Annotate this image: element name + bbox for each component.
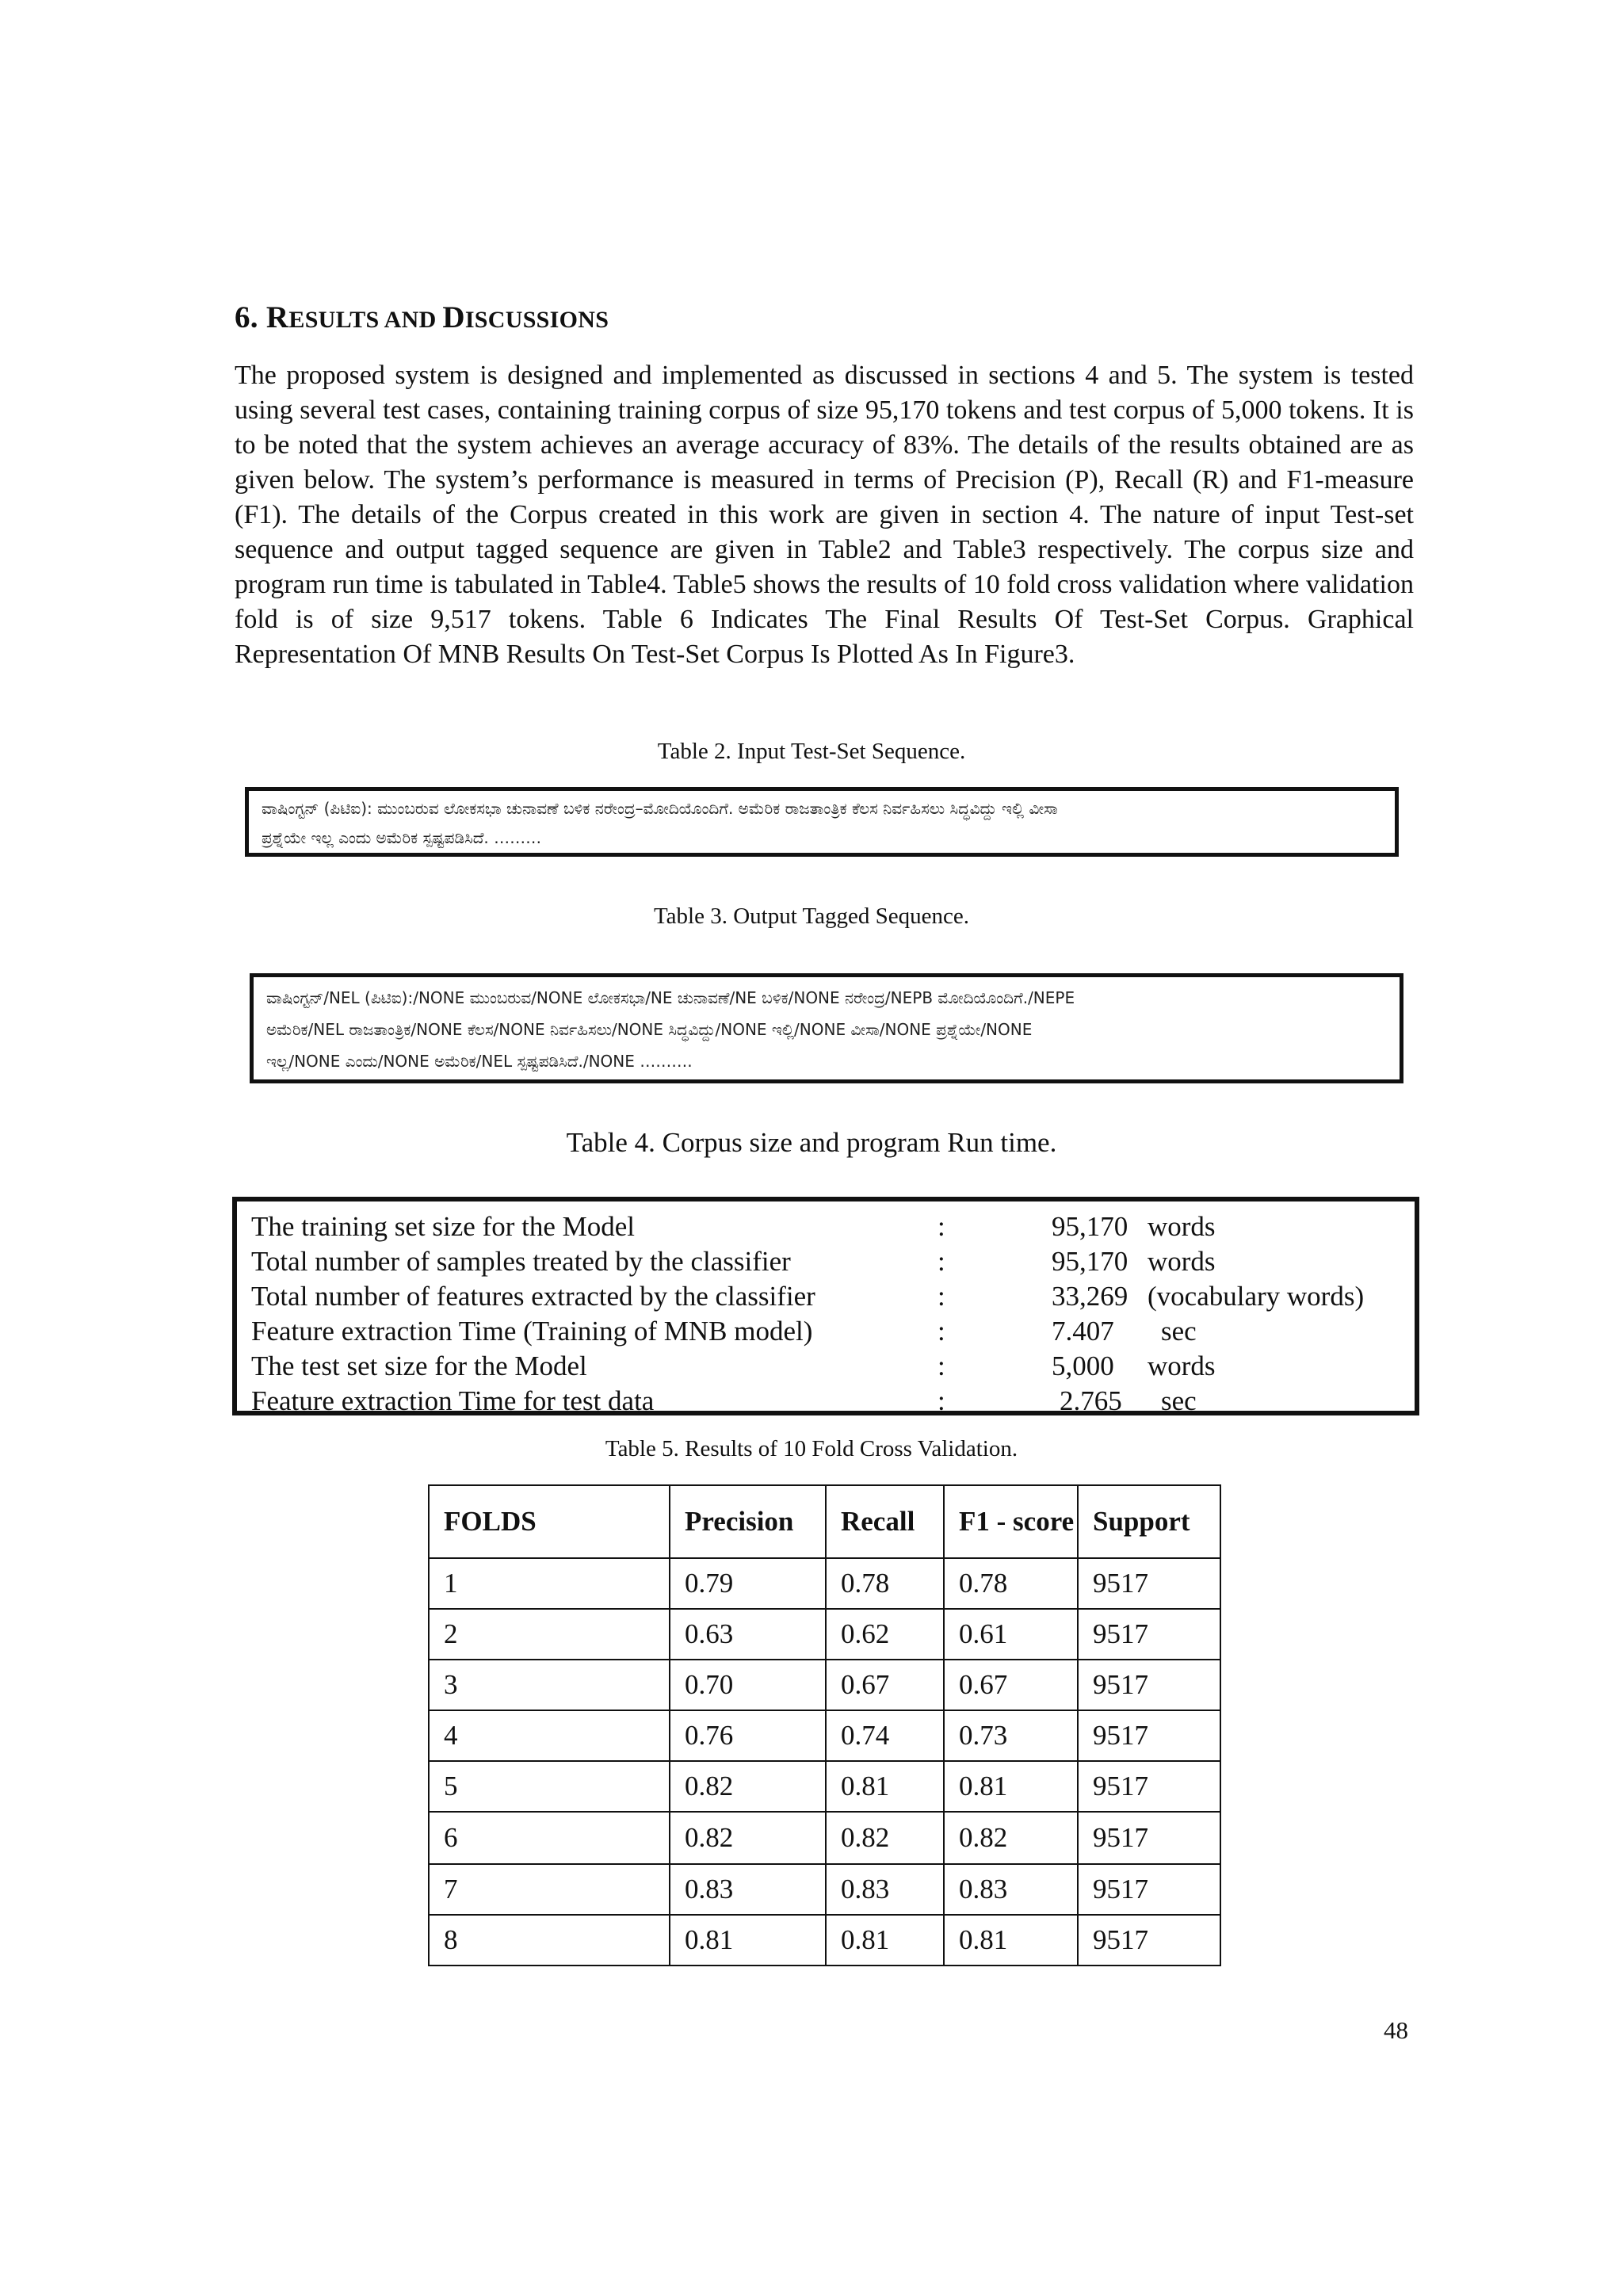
header-folds: FOLDS [429, 1485, 670, 1558]
table-cell: 0.74 [826, 1710, 944, 1761]
table-cell: 0.82 [670, 1761, 826, 1812]
table-row [429, 1660, 1220, 1710]
input-sequence-text: ವಾಷಿಂಗ್ಟನ್ (ಪಿಟಿಐ): ಮುಂಬರುವ ಲೋಕಸಭಾ ಚುನಾವಣೆ ಬಳಿಕ ನರೇಂದ್ರ–ಮೋದಿಯೊಂದಿಗೆ. ಅಮೆರಿಕ ರಾಜತಾಂತ್ರಿಕ ಕೆಲಸ ನಿರ್ವಹಿಸಲು ಸಿದ್ಧವಿದ್ದು ಇಲ್ಲಿ ವೀಸಾ ಪ್ರಶ್ನೆಯೇ ಇಲ್ಲ ಎಂದು ಅಮೆರಿಕ ಸ್ಪಷ್ಟಪಡಿಸಿದೆ. ……… [262, 799, 1058, 847]
table-cell: 1 [429, 1558, 670, 1609]
table-cell: 9517 [1078, 1915, 1220, 1966]
table-cell: 0.82 [826, 1812, 944, 1864]
table-cell: 0.81 [670, 1915, 826, 1966]
table-cell: 9517 [1078, 1660, 1220, 1710]
stat-unit: (vocabulary words) [1148, 1281, 1365, 1312]
stat-unit: sec [1161, 1316, 1197, 1347]
stat-label: The training set size for the Model [251, 1211, 636, 1242]
stat-colon: : [938, 1350, 945, 1381]
table-cell: 0.63 [670, 1609, 826, 1660]
stat-value: 95,170 [1052, 1211, 1128, 1242]
table-cell: 0.83 [944, 1864, 1078, 1915]
table-cell: 2 [429, 1609, 670, 1660]
table-cell: 7 [429, 1864, 670, 1915]
table-row [429, 1812, 1220, 1864]
section-title-part: D [442, 300, 465, 334]
table-cell: 0.70 [670, 1660, 826, 1710]
stat-unit: sec [1161, 1385, 1197, 1416]
table5-caption: Table 5. Results of 10 Fold Cross Validation. [605, 1436, 1018, 1461]
stat-label: Feature extraction Time (Training of MNB model) [251, 1316, 813, 1347]
table3-caption: Table 3. Output Tagged Sequence. [653, 904, 970, 929]
stat-value: 2.765 [1060, 1385, 1122, 1416]
table-cell: 9517 [1078, 1761, 1220, 1812]
table-cell: 0.73 [944, 1710, 1078, 1761]
stat-colon: : [938, 1281, 945, 1312]
table-header-row [429, 1485, 1220, 1558]
stat-label: Feature extraction Time for test data [251, 1385, 655, 1416]
section-number: 6. [235, 300, 258, 334]
stat-colon: : [938, 1385, 945, 1416]
output-sequence-text: ವಾಷಿಂಗ್ಟನ್/NEL (ಪಿಟಿಐ):/NONE ಮುಂಬರುವ/NONE ಲೋಕಸಭಾ/NE ಚುನಾವಣೆ/NE ಬಳಿಕ/NONE ನರೇಂದ್ರ/NEPB ಮೋದಿಯೊಂದಿಗೆ./NEPE ಅಮೆರಿಕ/NEL ರಾಜತಾಂತ್ರಿಕ/NONE ಕೆಲಸ/NONE ನಿರ್ವಹಿಸಲು/NONE ಸಿದ್ಧವಿದ್ದು/NONE ಇಲ್ಲಿ/NONE ವೀಸಾ/NONE ಪ್ರಶ್ನೆಯೇ/NONE ಇಲ್ಲ/NONE ಎಂದು/NONE ಅಮೆರಿಕ/NEL ಸ್ಪಷ್ಟಪಡಿಸಿದೆ./NONE ………. [266, 988, 1075, 1071]
table-cell: 9517 [1078, 1812, 1220, 1864]
table4-caption: Table 4. Corpus size and program Run time. [566, 1127, 1057, 1158]
stat-colon: : [938, 1246, 945, 1277]
stat-colon: : [938, 1211, 945, 1242]
table-cell: 0.81 [944, 1761, 1078, 1812]
table3-output-sequence [250, 973, 1403, 1083]
table-cell: 0.76 [670, 1710, 826, 1761]
table-cell: 0.78 [826, 1558, 944, 1609]
stat-unit: words [1148, 1246, 1216, 1277]
table-cell: 0.62 [826, 1609, 944, 1660]
table-cell: 4 [429, 1710, 670, 1761]
table-cell: 6 [429, 1812, 670, 1864]
stat-label: Total number of features extracted by the classifier [251, 1281, 815, 1312]
table-row [429, 1609, 1220, 1660]
table-cell: 0.81 [826, 1915, 944, 1966]
table-cell: 0.82 [944, 1812, 1078, 1864]
table-cell: 9517 [1078, 1864, 1220, 1915]
section-heading [235, 300, 609, 335]
stat-value: 33,269 [1052, 1281, 1128, 1312]
table-row [429, 1558, 1220, 1609]
body-paragraph: The proposed system is designed and implemented as discussed in sections 4 and 5. The system is tested using several test cases, containing training corpus of size 95,170 tokens and test corpus of 5,000 tokens. It is to be noted that the system achieves an average accuracy of 83%. The details of the results obtained are as given below. The system’s performance is measured in terms of Precision (P), Recall (R) and F1-measure (F1). The details of the Corpus created in this work are given in section 4. The nature of input Test-set sequence and output tagged sequence are given in Table2 and Table3 respectively. The corpus size and program run time is tabulated in Table4. Table5 shows the results of 10 fold cross validation where validation fold is of size 9,517 tokens. Table 6 Indicates The Final Results Of Test-Set Corpus. Graphical Representation Of MNB Results On Test-Set Corpus Is Plotted As In Figure3. [235, 361, 1414, 669]
table-cell: 0.81 [944, 1915, 1078, 1966]
table4-corpus-stats [232, 1197, 1419, 1415]
table-cell: 9517 [1078, 1710, 1220, 1761]
table-cell: 5 [429, 1761, 670, 1812]
table-cell: 0.81 [826, 1761, 944, 1812]
section-title-part: R [265, 300, 289, 334]
table-cell: 9517 [1078, 1609, 1220, 1660]
table-row [429, 1761, 1220, 1812]
table-cell: 0.61 [944, 1609, 1078, 1660]
page-number: 48 [1384, 2016, 1408, 2044]
table-cell: 3 [429, 1660, 670, 1710]
table-cell: 0.83 [826, 1864, 944, 1915]
table-cell: 0.79 [670, 1558, 826, 1609]
header-precision: Precision [670, 1485, 826, 1558]
table2-caption: Table 2. Input Test-Set Sequence. [657, 739, 966, 764]
section-title-part: ESULTS AND [288, 307, 443, 333]
stat-unit: words [1148, 1211, 1216, 1242]
stat-value: 7.407 [1052, 1316, 1114, 1347]
table5-fold-results [428, 1484, 1221, 1966]
table-row [429, 1710, 1220, 1761]
table2-input-sequence [245, 787, 1399, 857]
section-title-part: ISCUSSIONS [464, 307, 609, 333]
table-cell: 0.67 [944, 1660, 1078, 1710]
table-cell: 0.83 [670, 1864, 826, 1915]
stat-colon: : [938, 1316, 945, 1347]
table-row [429, 1915, 1220, 1966]
header-f1-score: F1 - score [944, 1485, 1078, 1558]
stat-label: Total number of samples treated by the classifier [251, 1246, 791, 1277]
table-cell: 9517 [1078, 1558, 1220, 1609]
header-recall: Recall [826, 1485, 944, 1558]
table-row [429, 1864, 1220, 1915]
stat-label: The test set size for the Model [251, 1350, 587, 1381]
stat-value: 5,000 [1052, 1350, 1114, 1381]
stat-value: 95,170 [1052, 1246, 1128, 1277]
header-support: Support [1078, 1485, 1220, 1558]
table-cell: 0.67 [826, 1660, 944, 1710]
stat-unit: words [1148, 1350, 1216, 1381]
table-cell: 0.78 [944, 1558, 1078, 1609]
table-cell: 0.82 [670, 1812, 826, 1864]
table-cell: 8 [429, 1915, 670, 1966]
